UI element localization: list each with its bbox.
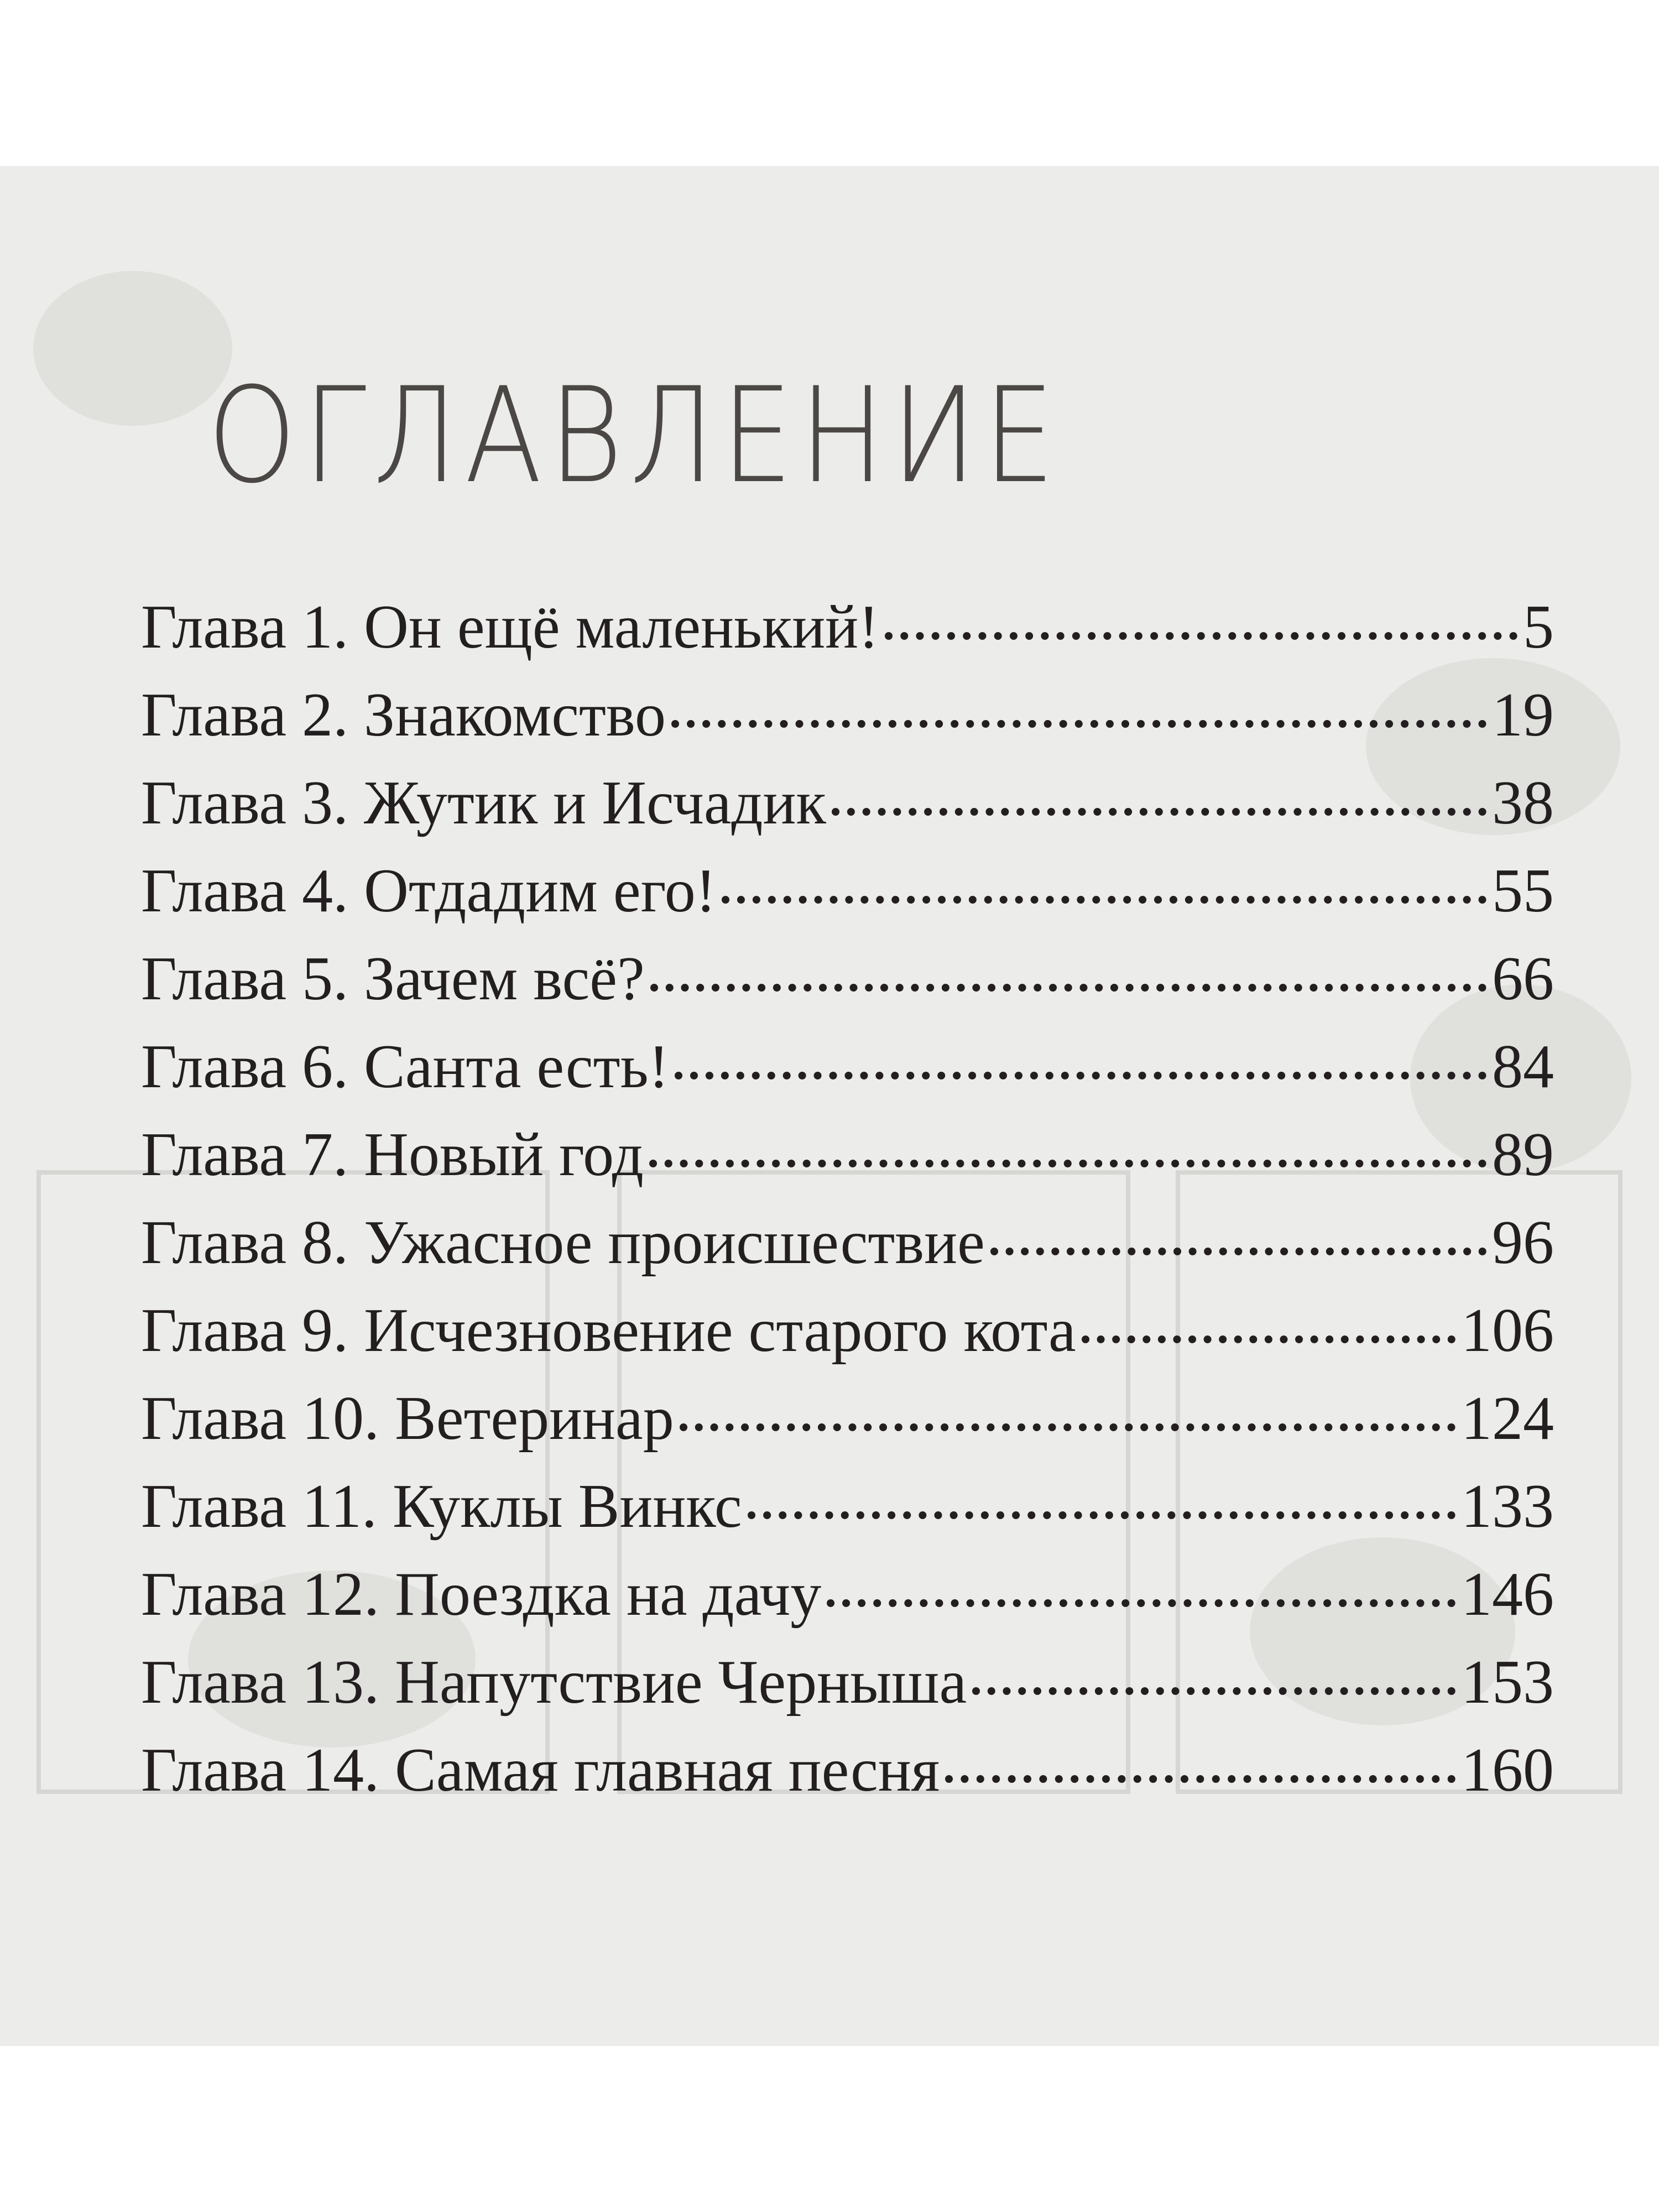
toc-entry-page: 153 (1461, 1648, 1554, 1717)
toc-entry-title: Глава 6. Санта есть! (141, 1032, 669, 1101)
toc-entry (141, 583, 1554, 671)
dot-leader (671, 720, 1486, 728)
toc-entry-title: Глава 11. Куклы Винкс (141, 1472, 742, 1541)
toc-entry-title: Глава 3. Жутик и Исчадик (141, 769, 826, 837)
toc-entry-page: 19 (1492, 681, 1554, 749)
toc-entry-title: Глава 13. Напутствие Черныша (141, 1648, 967, 1717)
toc-entry-title: Глава 7. Новый год (141, 1120, 644, 1189)
toc-entry-title: Глава 14. Самая главная песня (141, 1736, 940, 1804)
toc-entry-page: 66 (1492, 945, 1554, 1013)
toc-entry (141, 1287, 1554, 1375)
toc-entry (141, 1551, 1554, 1639)
dot-leader (649, 1160, 1486, 1167)
toc-entry (141, 1375, 1554, 1463)
toc-entry-title: Глава 4. Отдадим его! (141, 857, 717, 925)
dot-leader (945, 1775, 1455, 1783)
toc-entry-title: Глава 8. Ужасное происшествие (141, 1208, 985, 1277)
toc-entry-title: Глава 10. Ветеринар (141, 1384, 674, 1453)
toc-entry-page: 5 (1523, 593, 1554, 661)
dot-leader (1082, 1335, 1455, 1343)
toc-entry (141, 1111, 1554, 1199)
toc-entry (141, 935, 1554, 1023)
toc-entry-page: 38 (1492, 769, 1554, 837)
dot-leader (827, 1599, 1455, 1607)
dot-leader (972, 1687, 1455, 1695)
toc-entry-page: 146 (1461, 1560, 1554, 1629)
toc-entry-page: 124 (1461, 1384, 1554, 1453)
toc-entry-title: Глава 5. Зачем всё? (141, 945, 645, 1013)
toc-entry-page: 55 (1492, 857, 1554, 925)
toc-entry-page: 106 (1461, 1296, 1554, 1365)
dot-leader (748, 1511, 1455, 1519)
dot-leader (990, 1248, 1486, 1255)
toc-entry-title: Глава 12. Поездка на дачу (141, 1560, 822, 1629)
toc-entry-title: Глава 2. Знакомство (141, 681, 666, 749)
dot-leader (832, 808, 1486, 816)
toc-entry (141, 759, 1554, 847)
toc-entry-page: 89 (1492, 1120, 1554, 1189)
dot-leader (680, 1423, 1455, 1431)
toc-entry-page: 84 (1492, 1032, 1554, 1101)
toc-entry-page: 133 (1461, 1472, 1554, 1541)
toc-entry-title: Глава 9. Исчезновение старого кота (141, 1296, 1076, 1365)
page-title: ОГЛАВЛЕНИЕ (207, 359, 1062, 513)
toc-entry (141, 1639, 1554, 1726)
toc-entry (141, 1463, 1554, 1551)
toc-entry (141, 1726, 1554, 1814)
toc-entry (141, 1199, 1554, 1287)
dot-leader (722, 896, 1486, 904)
bleed-blob (33, 271, 232, 426)
toc-entry-title: Глава 1. Он ещё маленький! (141, 593, 879, 661)
toc-entry (141, 671, 1554, 759)
toc-entry-page: 160 (1461, 1736, 1554, 1804)
table-of-contents (141, 583, 1554, 1814)
toc-entry-page: 96 (1492, 1208, 1554, 1277)
dot-leader (675, 1072, 1486, 1079)
top-margin (0, 0, 1659, 166)
toc-entry (141, 1023, 1554, 1111)
toc-entry (141, 847, 1554, 935)
bottom-margin (0, 2046, 1659, 2212)
dot-leader (650, 984, 1486, 992)
dot-leader (885, 632, 1517, 640)
